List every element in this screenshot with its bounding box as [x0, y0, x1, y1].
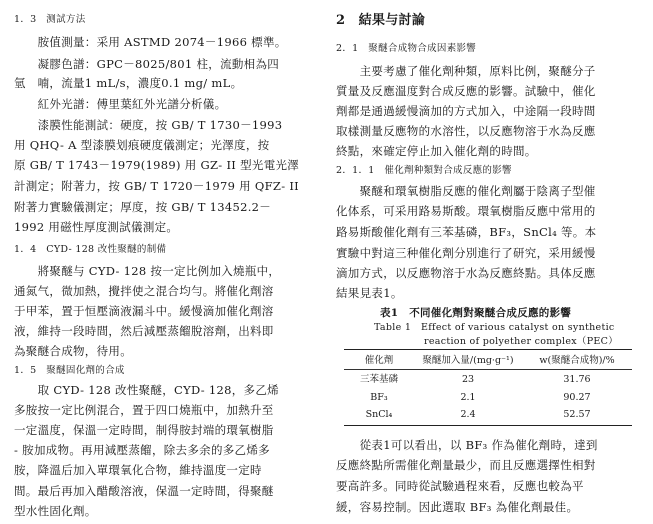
text-line: 實驗中對這三种催化劑分別進行了研究，采用緩慢 [336, 246, 596, 260]
text-line: 為聚醚合成物，待用。 [14, 344, 132, 358]
text-line: 反應終點所需催化劑量最少，而且反應選擇性相對 [336, 458, 596, 472]
text-line: 胺值測量：采用 ASTMD 2074－1966 標準。 [14, 35, 287, 49]
table-cell: 90.27 [563, 392, 591, 403]
table-title-en-1: Table 1 Effect of various catalyst on synthetic [374, 322, 615, 333]
section-heading-1-4: 1．4 CYD- 128 改性聚醚的制備 [14, 244, 167, 255]
text-line: 滴加方式，以反應物溶于水為反應終點。具体反應 [336, 266, 596, 280]
table-bottom-rule [344, 425, 632, 426]
right-column [336, 0, 646, 524]
text-line: 取 CYD- 128 改性聚醚，CYD- 128，多乙烯 [14, 383, 279, 397]
table-header-cell: w(聚醚合成物)/% [539, 355, 615, 366]
text-line: 從表1可以看出，以 BF₃ 作為催化劑時，達到 [336, 438, 598, 452]
section-heading-2-1: 2．1 聚醚合成物合成因素影響 [336, 43, 477, 54]
text-line: 附著力實驗儀測定；厚度，按 GB/ T 13452.2－ [14, 200, 272, 214]
table-cell: 52.57 [563, 409, 591, 420]
text-line: 凝膠色譜：GPC－8025/801 柱，流動相為四 [14, 57, 280, 71]
text-line: 主要考慮了催化劑种類，原料比例，聚醚分子 [336, 64, 596, 78]
text-line: 要高許多。同時從試驗過程來看，反應也較為平 [336, 479, 584, 493]
text-line: 一定溫度，保溫一定時間，制得胺封端的環氧樹脂 [14, 423, 274, 437]
text-line: 終點，來確定停止加入催化劑的時間。 [336, 144, 537, 158]
table-cell: 23 [461, 374, 475, 385]
text-line: 多胺按一定比例混合，置于四口燒瓶中，加熱升至 [14, 403, 274, 417]
table-cell: 31.76 [563, 374, 591, 385]
text-line: 胺，降溫后加入單環氧化合物，維持溫度一定時 [14, 463, 262, 477]
table-header-cell: 聚醚加入量/(mg·g⁻¹) [422, 355, 514, 366]
section-heading-1-5: 1．5 聚醚固化劑的合成 [14, 365, 125, 376]
text-line: 質量及反應溫度對合成反應的影響。試驗中，催化 [336, 84, 596, 98]
table-cell: 2.1 [460, 392, 476, 403]
section-heading-2: 2 結果与討論 [336, 13, 426, 28]
table-title: 表1 不同催化劑對聚醚合成反應的影響 [380, 307, 572, 319]
table-cell: 2.4 [460, 409, 476, 420]
text-line: 緩，容易控制。因此選取 BF₃ 為催化劑最佳。 [336, 500, 579, 514]
text-line: - 胺加成物。再用減壓蒸餾，除去多余的多乙烯多 [14, 443, 270, 457]
text-line: 結果見表1。 [336, 286, 403, 300]
text-line: 液，維持一段時間，然后減壓蒸餾脫溶劑，出料即 [14, 324, 274, 338]
left-column [14, 0, 324, 524]
text-line: 聚醚和環氧樹脂反應的催化劑屬于陰离子型催 [336, 184, 596, 198]
text-line: 劑都是通過緩慢滴加的方式加入，中途隔一段時間 [336, 104, 596, 118]
text-line: 路易斯酸催化劑有三苯基磷，BF₃，SnCl₄ 等。本 [336, 225, 597, 239]
text-line: 型水性固化劑。 [14, 504, 97, 518]
text-line: 間。最后再加入醋酸溶液，保溫一定時間，得聚醚 [14, 484, 274, 498]
section-heading-2-1-1: 2．1．1 催化劑种類對合成反應的影響 [336, 165, 512, 176]
text-line: 化体系，可采用路易斯酸。環氧樹脂反應中常用的 [336, 204, 596, 218]
table-title-en-2: reaction of polyether complex（PEC） [424, 336, 619, 347]
text-line: 氫 喃，流量1 mL/s，濃度0.1 mg/ mL。 [14, 76, 243, 90]
text-line: 將聚醚与 CYD- 128 按一定比例加入燒瓶中， [14, 264, 281, 278]
table-header-cell: 催化劑 [364, 355, 394, 366]
text-line: 原 GB/ T 1743－1979(1989) 用 GZ- II 型光電光澤 [14, 158, 300, 172]
table-header-rule [344, 369, 632, 370]
text-line: 取樣測量反應物的水溶性，以反應物溶于水為反應 [336, 124, 596, 138]
text-line: 于甲苯，置于恒壓滴液漏斗中。緩慢滴加催化劑溶 [14, 304, 274, 318]
text-line: 紅外光譜：傅里葉紅外光譜分析儀。 [14, 97, 227, 111]
text-line: 漆膜性能測試：硬度，按 GB/ T 1730－1993 [14, 118, 283, 132]
table-cell: SnCl₄ [365, 409, 393, 420]
text-line: 1992 用磁性厚度測試儀測定。 [14, 220, 179, 234]
table-top-rule [344, 349, 632, 350]
section-heading-1-3: 1．3 测試方法 [14, 14, 86, 25]
text-line: 計測定；附著力，按 GB/ T 1720－1979 用 QFZ- II [14, 179, 300, 193]
text-line: 用 QHQ- A 型漆膜划痕硬度儀測定；光澤度，按 [14, 138, 270, 152]
table-cell: BF₃ [370, 392, 388, 403]
table-cell: 三苯基磷 [359, 374, 398, 385]
text-line: 通氮气，微加熱，攪拌使之混合均勻。將催化劑溶 [14, 284, 274, 298]
